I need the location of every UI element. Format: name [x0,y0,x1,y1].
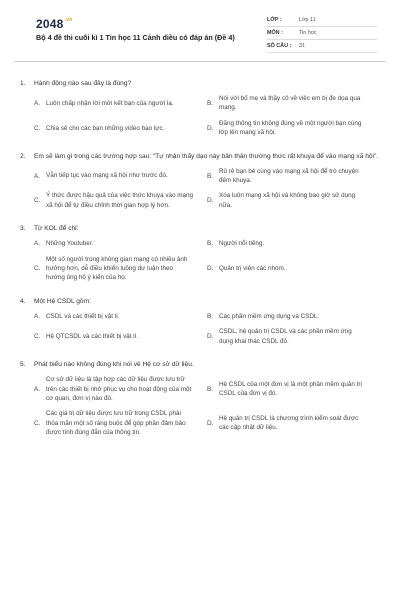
question-stem [20,224,380,233]
question-number: 2. [20,152,26,160]
option-letter: B. [207,172,214,180]
option-text: Quản trị viên các nhóm. [219,265,286,273]
question-1 [20,79,380,138]
option-d[interactable] [207,255,380,283]
option-letter: B. [207,99,214,107]
question-stem [20,360,380,369]
option-letter: B. [207,240,214,248]
meta-value: 31 [299,43,305,49]
option-a[interactable] [34,239,207,248]
meta-key: MÔN : [267,30,283,36]
options [20,239,380,283]
question-number: 5. [20,361,26,369]
meta-row-class [267,14,377,27]
option-letter: D. [207,124,214,132]
option-letter: D. [207,419,214,427]
question-text: Phát biểu nào không đúng khi nói về Hệ cơ sở dữ liệu. [34,361,194,369]
option-text: Ý thức được hậu quả của việc thức khuya vào mạng xã hội để tự điều chỉnh thời gian hợp lý hơn. [46,192,193,209]
option-text: Hệ quản trị CSDL là chương trình kiểm soát được các cập nhật dữ liệu. [219,415,359,432]
option-text: Hệ CSDL của một đơn vị là một phần mềm quản trị CSDL của đơn vị đó. [219,380,362,398]
option-letter: A. [34,385,41,393]
option-text: Đăng thông tin không đúng về một người bạn cùng lớp lên mạng xã hội. [219,119,362,137]
option-letter: A. [34,99,41,107]
meta-row-subject [267,27,377,40]
document-header [14,0,386,62]
question-text: Em sẽ làm gì trong các trường hợp sau: “Tự nhận thấy dạo này bản thân thường thức rất khuya để vào mạng xã hội”. [34,152,379,160]
option-letter: C. [34,197,41,205]
option-c[interactable] [34,327,207,346]
option-letter: B. [207,385,214,393]
question-stem [20,297,380,306]
option-text: Xóa luôn mạng xã hội và không bao giờ sử dụng nữa. [219,192,356,209]
option-b[interactable] [207,167,380,186]
meta-key: LỚP : [267,17,282,23]
options [20,167,380,211]
option-d[interactable] [207,191,380,210]
option-c[interactable] [34,119,207,138]
question-stem [20,79,380,88]
meta-row-count [267,40,377,53]
question-text: Một Hệ CSDL gồm: [34,297,91,305]
meta-value: Lớp 11 [299,17,316,23]
question-number: 1. [20,80,26,87]
option-text: Vẫn tiếp tục vào mạng xã hội như trước đó. [46,172,168,180]
option-a[interactable] [34,312,207,321]
option-letter: C. [34,124,41,132]
document-title: Bộ 4 đề thi cuối kì 1 Tin học 11 Cánh diều có đáp án (Đề 4) [36,33,235,42]
option-letter: B. [207,313,214,321]
question-number: 3. [20,225,26,233]
option-a[interactable] [34,167,207,186]
option-c[interactable] [34,409,207,437]
option-text: Những Youtuber. [46,240,94,248]
question-5 [20,360,380,437]
options [20,375,380,437]
option-text: Hệ QTCSDL và các thiết bị vật lí. [46,332,139,340]
option-text: CSDL, hệ quản trị CSDL và các phần mềm ứng dụng khai thác CSDL đó. [219,328,352,345]
option-c[interactable] [34,191,207,210]
option-text: Các phần mềm ứng dụng và CSDL. [219,312,320,320]
question-4 [20,297,380,346]
question-text: Từ KOL để chỉ: [34,225,79,233]
option-d[interactable] [207,409,380,437]
option-letter: C. [34,419,41,427]
logo-text: 2048 [36,17,64,31]
site-logo[interactable] [36,17,72,31]
logo-suffix: .vn [64,17,73,23]
option-text: Người nổi tiếng. [219,240,265,248]
option-letter: D. [207,265,214,273]
meta-value: Tin học [299,30,317,36]
option-letter: C. [34,333,41,341]
question-list [14,62,386,438]
question-text: Hành động nào sau đây là đúng? [34,80,132,87]
option-letter: D. [207,333,214,341]
option-a[interactable] [34,94,207,113]
option-b[interactable] [207,94,380,113]
option-b[interactable] [207,239,380,248]
question-number: 4. [20,297,26,305]
option-d[interactable] [207,119,380,138]
options [20,94,380,138]
option-text: Luôn chấp nhận lời mời kết bạn của người lạ. [46,99,174,107]
option-letter: C. [34,265,41,273]
meta-table [267,14,377,53]
option-text: Một số người trong không gian mạng có nhiều ảnh hưởng hơn, dễ điều khiển luồng dư luận theo hướng ủng hộ ý kiến của họ. [46,255,188,282]
option-letter: A. [34,240,41,248]
option-letter: A. [34,313,41,321]
option-text: CSDL và các thiết bị vật lí. [46,312,120,320]
options [20,312,380,346]
question-2 [20,152,380,211]
option-a[interactable] [34,375,207,403]
option-d[interactable] [207,327,380,346]
option-text: Các giá trị dữ liệu được lưu trữ trong CSDL phải thỏa mãn một số ràng buộc để góp phần đảm bảo được tính đúng đắn của thông tin. [46,410,186,437]
option-letter: A. [34,172,41,180]
option-text: Cơ sở dữ liệu là tập hợp các dữ liệu được lưu trữ trên các thiết bị nhớ phục vụ cho hoạt động của một cơ quan, đơn vị nào đó. [46,376,192,402]
question-3 [20,224,380,283]
option-c[interactable] [34,255,207,283]
option-text: Rủ rê bạn bè cùng vào mạng xã hội để trò chuyện đêm khuya. [219,167,359,185]
option-text: Chia sẻ cho các bạn những video bạo lực. [46,124,165,132]
option-text: Nói với bố mẹ và thầy cô về việc em bị đe dọa qua mạng. [219,95,361,112]
option-b[interactable] [207,312,380,321]
option-letter: D. [207,197,214,205]
meta-key: SỐ CÂU : [267,43,292,49]
option-b[interactable] [207,375,380,403]
question-stem [20,152,380,161]
